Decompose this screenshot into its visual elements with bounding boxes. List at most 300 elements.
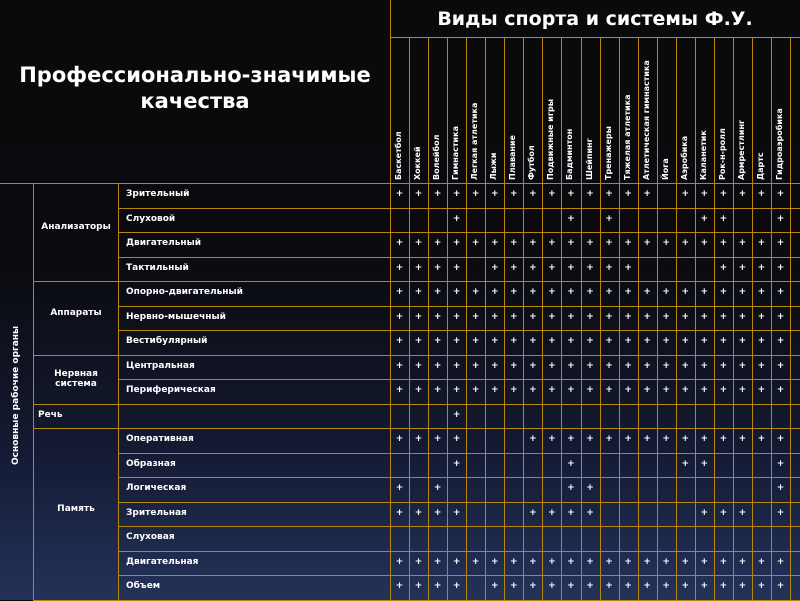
sports-title: Виды спорта и системы Ф.У. — [437, 8, 753, 30]
plus-mark: + — [624, 336, 632, 346]
plus-mark: + — [586, 189, 594, 199]
plus-mark: + — [605, 581, 613, 591]
plus-mark: + — [643, 189, 651, 199]
plus-mark: + — [529, 581, 537, 591]
plus-mark: + — [719, 434, 728, 444]
plus-mark: + — [471, 189, 480, 199]
sport-header: Футбол — [527, 145, 537, 180]
plus-mark: + — [662, 434, 670, 444]
plus-mark: + — [586, 238, 594, 248]
grid-line-horizontal — [33, 404, 800, 405]
plus-mark: + — [586, 483, 594, 493]
plus-mark: + — [567, 458, 575, 469]
plus-mark: + — [738, 507, 747, 518]
plus-mark: + — [490, 189, 499, 199]
plus-mark: + — [567, 311, 575, 322]
plus-mark: + — [414, 238, 423, 248]
plus-mark: + — [738, 336, 747, 346]
plus-mark: + — [586, 360, 594, 371]
plus-mark: + — [414, 336, 423, 346]
plus-mark: + — [776, 238, 785, 248]
plus-mark: + — [586, 556, 594, 567]
plus-mark: + — [605, 556, 613, 567]
row-label: Двигательная — [126, 556, 199, 567]
grid-line-horizontal — [118, 477, 800, 478]
grid-line-vertical — [118, 183, 119, 600]
plus-mark: + — [490, 311, 499, 322]
plus-mark: + — [490, 581, 499, 591]
plus-mark: + — [757, 238, 766, 248]
plus-mark: + — [662, 311, 670, 322]
plus-mark: + — [490, 556, 499, 567]
plus-mark: + — [586, 262, 594, 273]
plus-mark: + — [605, 287, 613, 297]
sport-header: Шейпинг — [584, 138, 594, 180]
sport-header: Армрестлинг — [736, 119, 746, 180]
plus-mark: + — [567, 507, 575, 518]
grid-line-horizontal — [0, 183, 800, 184]
plus-mark: + — [452, 238, 461, 248]
plus-mark: + — [395, 189, 404, 199]
sport-header: Рок-н-ролл — [717, 128, 727, 180]
plus-mark: + — [452, 287, 461, 297]
plus-mark: + — [681, 360, 690, 371]
row-label: Логическая — [126, 483, 187, 493]
plus-mark: + — [662, 238, 670, 248]
plus-mark: + — [529, 189, 537, 199]
plus-mark: + — [776, 262, 785, 273]
plus-mark: + — [414, 311, 423, 322]
plus-mark: + — [529, 360, 537, 371]
plus-mark: + — [681, 434, 690, 444]
plus-mark: + — [738, 434, 747, 444]
plus-mark: + — [776, 458, 785, 469]
grid-line-horizontal — [118, 232, 800, 233]
plus-mark: + — [529, 556, 537, 567]
plus-mark: + — [510, 189, 518, 199]
grid-line-horizontal — [33, 281, 800, 282]
row-label: Тактильный — [126, 262, 189, 273]
plus-mark: + — [605, 434, 613, 444]
plus-mark: + — [605, 336, 613, 346]
plus-mark: + — [719, 311, 728, 322]
plus-mark: + — [548, 262, 556, 273]
plus-mark: + — [567, 556, 575, 567]
plus-mark: + — [395, 434, 404, 444]
side-label: Основные рабочие органы — [11, 325, 21, 465]
grid-line-horizontal — [118, 306, 800, 307]
plus-mark: + — [395, 238, 404, 248]
grid-line-horizontal — [118, 502, 800, 503]
plus-mark: + — [624, 434, 632, 444]
plus-mark: + — [757, 360, 766, 371]
plus-mark: + — [757, 581, 766, 591]
plus-mark: + — [433, 287, 442, 297]
plus-mark: + — [471, 287, 480, 297]
plus-mark: + — [395, 311, 404, 322]
plus-mark: + — [643, 238, 651, 248]
plus-mark: + — [662, 336, 670, 346]
plus-mark: + — [700, 189, 709, 199]
plus-mark: + — [605, 360, 613, 371]
sport-header: Баскетбол — [394, 131, 403, 180]
plus-mark: + — [567, 189, 575, 199]
plus-mark: + — [414, 581, 423, 591]
plus-mark: + — [452, 189, 461, 199]
plus-mark: + — [643, 336, 651, 346]
plus-mark: + — [719, 189, 728, 199]
plus-mark: + — [433, 507, 442, 518]
plus-mark: + — [433, 385, 442, 395]
plus-mark: + — [490, 360, 499, 371]
grid-line-horizontal — [118, 330, 800, 331]
plus-mark: + — [433, 360, 442, 371]
plus-mark: + — [738, 189, 747, 199]
plus-mark: + — [395, 507, 404, 518]
plus-mark: + — [433, 556, 442, 567]
plus-mark: + — [529, 262, 537, 273]
plus-mark: + — [567, 238, 575, 248]
plus-mark: + — [490, 385, 499, 395]
plus-mark: + — [510, 360, 518, 371]
plus-mark: + — [548, 507, 556, 518]
plus-mark: + — [433, 238, 442, 248]
plus-mark: + — [605, 262, 613, 273]
grid-line-horizontal — [33, 355, 800, 356]
plus-mark: + — [776, 385, 785, 395]
plus-mark: + — [738, 581, 747, 591]
plus-mark: + — [776, 287, 785, 297]
plus-mark: + — [452, 262, 461, 273]
plus-mark: + — [681, 385, 690, 395]
plus-mark: + — [395, 360, 404, 371]
plus-mark: + — [567, 581, 575, 591]
grid-line-horizontal — [118, 379, 800, 380]
plus-mark: + — [510, 336, 518, 346]
grid-line-horizontal — [33, 428, 800, 429]
plus-mark: + — [681, 556, 690, 567]
sport-header: Легкая атлетика — [470, 102, 480, 180]
group-label: Анализаторы — [41, 222, 111, 232]
plus-mark: + — [605, 189, 613, 199]
plus-mark: + — [452, 458, 461, 469]
plus-mark: + — [624, 311, 632, 322]
plus-mark: + — [471, 311, 480, 322]
plus-mark: + — [757, 311, 766, 322]
plus-mark: + — [452, 311, 461, 322]
plus-mark: + — [567, 287, 575, 297]
plus-mark: + — [567, 213, 575, 224]
plus-mark: + — [529, 287, 537, 297]
plus-mark: + — [414, 556, 423, 567]
plus-mark: + — [757, 556, 766, 567]
plus-mark: + — [586, 507, 594, 518]
plus-mark: + — [643, 360, 651, 371]
sport-header: Гидроаэробика — [775, 108, 784, 180]
plus-mark: + — [433, 262, 442, 273]
plus-mark: + — [700, 434, 709, 444]
plus-mark: + — [643, 434, 651, 444]
plus-mark: + — [738, 385, 747, 395]
plus-mark: + — [700, 238, 709, 248]
plus-mark: + — [567, 434, 575, 444]
plus-mark: + — [586, 287, 594, 297]
sport-header: Гимнастика — [451, 126, 461, 180]
plus-mark: + — [700, 336, 709, 346]
plus-mark: + — [510, 581, 518, 591]
plus-mark: + — [700, 385, 709, 395]
plus-mark: + — [776, 581, 785, 591]
plus-mark: + — [719, 287, 728, 297]
row-label: Вестибулярный — [126, 336, 208, 346]
plus-mark: + — [548, 434, 556, 444]
plus-mark: + — [567, 483, 575, 493]
plus-mark: + — [643, 287, 651, 297]
sport-header: Тяжелая атлетика — [622, 94, 632, 180]
row-label: Слуховой — [126, 213, 176, 224]
sport-header: Аэробика — [679, 135, 689, 180]
plus-mark: + — [776, 360, 785, 371]
plus-mark: + — [700, 458, 709, 469]
plus-mark: + — [662, 385, 670, 395]
plus-mark: + — [452, 507, 461, 518]
row-label: Опорно-двигательный — [126, 287, 243, 297]
group-label: Память — [57, 503, 95, 514]
plus-mark: + — [414, 262, 423, 273]
plus-mark: + — [700, 287, 709, 297]
plus-mark: + — [471, 385, 480, 395]
plus-mark: + — [452, 336, 461, 346]
plus-mark: + — [414, 385, 423, 395]
plus-mark: + — [452, 213, 461, 224]
plus-mark: + — [548, 189, 556, 199]
grid-line-horizontal — [118, 526, 800, 527]
grid-line-vertical — [33, 183, 34, 600]
plus-mark: + — [452, 556, 461, 567]
plus-mark: + — [529, 336, 537, 346]
plus-mark: + — [452, 409, 461, 420]
plus-mark: + — [700, 581, 709, 591]
group-label: Аппараты — [50, 307, 102, 318]
plus-mark: + — [548, 311, 556, 322]
plus-mark: + — [719, 336, 728, 346]
sport-header: Каланетик — [698, 130, 708, 180]
plus-mark: + — [567, 385, 575, 395]
plus-mark: + — [624, 189, 632, 199]
group-label: Нервная система — [54, 369, 98, 389]
plus-mark: + — [548, 336, 556, 346]
plus-mark: + — [529, 238, 537, 248]
grid-line-horizontal — [118, 208, 800, 209]
plus-mark: + — [452, 581, 461, 591]
plus-mark: + — [776, 336, 785, 346]
plus-mark: + — [700, 213, 709, 224]
plus-mark: + — [414, 189, 423, 199]
plus-mark: + — [738, 360, 747, 371]
plus-mark: + — [510, 311, 518, 322]
sport-header: Йога — [660, 158, 670, 180]
plus-mark: + — [433, 483, 442, 493]
plus-mark: + — [567, 336, 575, 346]
row-label: Центральная — [126, 360, 195, 371]
row-label: Зрительная — [126, 507, 187, 518]
plus-mark: + — [624, 360, 632, 371]
row-label: Объем — [126, 581, 161, 591]
row-label: Зрительный — [126, 189, 190, 199]
grid-line-horizontal — [118, 453, 800, 454]
plus-mark: + — [757, 385, 766, 395]
plus-mark: + — [681, 287, 690, 297]
group-label: Речь — [38, 409, 63, 420]
plus-mark: + — [605, 311, 613, 322]
plus-mark: + — [471, 336, 480, 346]
row-label: Периферическая — [126, 385, 216, 395]
plus-mark: + — [757, 189, 766, 199]
plus-mark: + — [414, 434, 423, 444]
sport-header: Лыжи — [489, 152, 499, 180]
plus-mark: + — [510, 238, 518, 248]
plus-mark: + — [624, 385, 632, 395]
plus-mark: + — [643, 385, 651, 395]
plus-mark: + — [719, 556, 728, 567]
plus-mark: + — [681, 238, 690, 248]
plus-mark: + — [433, 581, 442, 591]
row-label: Двигательный — [126, 238, 202, 248]
plus-mark: + — [395, 556, 404, 567]
plus-mark: + — [776, 213, 785, 224]
plus-mark: + — [395, 581, 404, 591]
plus-mark: + — [624, 262, 632, 273]
plus-mark: + — [510, 287, 518, 297]
plus-mark: + — [624, 238, 632, 248]
plus-mark: + — [624, 287, 632, 297]
plus-mark: + — [586, 336, 594, 346]
plus-mark: + — [605, 213, 613, 224]
plus-mark: + — [776, 434, 785, 444]
sport-header: Плавание — [508, 135, 518, 180]
plus-mark: + — [719, 385, 728, 395]
plus-mark: + — [548, 556, 556, 567]
plus-mark: + — [643, 581, 651, 591]
sport-header: Бадминтон — [565, 128, 575, 180]
plus-mark: + — [624, 556, 632, 567]
plus-mark: + — [662, 581, 670, 591]
plus-mark: + — [719, 262, 728, 273]
sport-header: Атлетическая гимнастика — [641, 60, 651, 180]
plus-mark: + — [395, 385, 404, 395]
plus-mark: + — [529, 385, 537, 395]
plus-mark: + — [719, 238, 728, 248]
sport-header: Волейбол — [432, 134, 442, 180]
plus-mark: + — [776, 189, 785, 199]
plus-mark: + — [395, 336, 404, 346]
plus-mark: + — [738, 311, 747, 322]
plus-mark: + — [433, 311, 442, 322]
plus-mark: + — [700, 507, 709, 518]
grid-line-horizontal — [118, 575, 800, 576]
plus-mark: + — [586, 581, 594, 591]
plus-mark: + — [757, 287, 766, 297]
grid-line-vertical — [790, 37, 791, 600]
plus-mark: + — [719, 360, 728, 371]
plus-mark: + — [700, 360, 709, 371]
plus-mark: + — [548, 581, 556, 591]
sport-header: Хоккей — [413, 146, 423, 180]
grid-line-horizontal — [390, 37, 800, 38]
plus-mark: + — [700, 311, 709, 322]
plus-mark: + — [681, 581, 690, 591]
plus-mark: + — [490, 336, 499, 346]
plus-mark: + — [548, 287, 556, 297]
plus-mark: + — [681, 311, 690, 322]
plus-mark: + — [529, 507, 537, 518]
plus-mark: + — [662, 287, 670, 297]
sport-header: Подвижные игры — [546, 99, 556, 180]
plus-mark: + — [529, 311, 537, 322]
plus-mark: + — [643, 311, 651, 322]
plus-mark: + — [414, 360, 423, 371]
plus-mark: + — [757, 262, 766, 273]
plus-mark: + — [719, 507, 728, 518]
plus-mark: + — [414, 287, 423, 297]
plus-mark: + — [548, 385, 556, 395]
plus-mark: + — [471, 238, 480, 248]
plus-mark: + — [567, 360, 575, 371]
plus-mark: + — [490, 287, 499, 297]
sport-header: Тренажеры — [603, 126, 613, 180]
plus-mark: + — [624, 581, 632, 591]
plus-mark: + — [586, 311, 594, 322]
plus-mark: + — [643, 556, 651, 567]
row-label: Образная — [126, 458, 176, 469]
plus-mark: + — [414, 507, 423, 518]
plus-mark: + — [719, 581, 728, 591]
plus-mark: + — [719, 213, 728, 224]
plus-mark: + — [395, 287, 404, 297]
plus-mark: + — [776, 556, 785, 567]
plus-mark: + — [776, 483, 785, 493]
plus-mark: + — [605, 238, 613, 248]
plus-mark: + — [681, 336, 690, 346]
plus-mark: + — [452, 385, 461, 395]
plus-mark: + — [490, 262, 499, 273]
sport-header: Дартс — [755, 152, 765, 180]
plus-mark: + — [681, 458, 690, 469]
plus-mark: + — [662, 360, 670, 371]
row-label: Слуховая — [126, 532, 175, 542]
plus-mark: + — [662, 556, 670, 567]
plus-mark: + — [529, 434, 537, 444]
plus-mark: + — [586, 434, 594, 444]
plus-mark: + — [738, 262, 747, 273]
plus-mark: + — [510, 385, 518, 395]
grid-line-horizontal — [118, 551, 800, 552]
plus-mark: + — [681, 189, 690, 199]
plus-mark: + — [452, 434, 461, 444]
plus-mark: + — [738, 238, 747, 248]
plus-mark: + — [548, 238, 556, 248]
plus-mark: + — [490, 238, 499, 248]
plus-mark: + — [738, 556, 747, 567]
row-label: Нервно-мышечный — [126, 311, 226, 322]
plus-mark: + — [471, 556, 480, 567]
plus-mark: + — [548, 360, 556, 371]
plus-mark: + — [395, 483, 404, 493]
plus-mark: + — [700, 556, 709, 567]
plus-mark: + — [776, 311, 785, 322]
plus-mark: + — [776, 507, 785, 518]
qualities-title: Профессионально-значимые качества — [19, 63, 371, 113]
